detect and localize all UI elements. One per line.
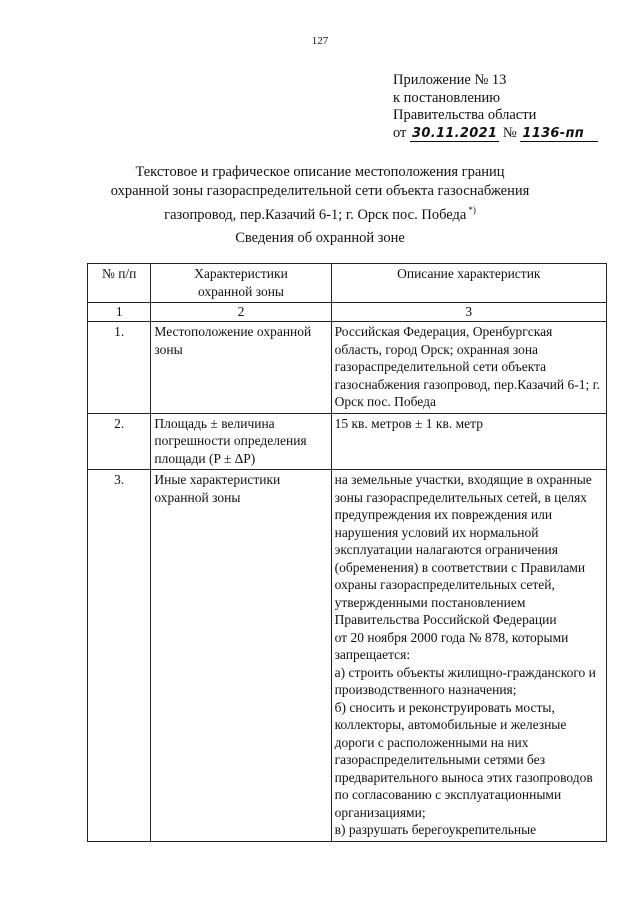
table-row <box>88 413 607 470</box>
row-description <box>331 470 606 842</box>
desc-line: предупреждения их повреждения или <box>334 507 553 522</box>
desc-line: б) сносить и реконструировать мосты, <box>334 699 555 715</box>
desc-line: коллекторы, автомобильные и железные <box>334 717 567 732</box>
table-row <box>88 470 607 842</box>
desc-line: от 20 ноября 2000 года № 878, которыми <box>334 629 569 645</box>
table-index-row <box>88 303 607 322</box>
row-number: 3. <box>88 470 151 842</box>
desc-line: Правительства Российской Федерации <box>334 612 557 627</box>
date-prefix: от <box>393 124 407 141</box>
appendix-block <box>393 72 598 142</box>
row-number: 2. <box>88 413 151 470</box>
desc-line: охраны газораспределительных сетей, <box>334 577 555 592</box>
row-characteristic: Местоположение охранной зоны <box>151 322 331 414</box>
title-line-2: охранной зоны газораспределительной сети объекта газоснабжения <box>110 183 530 199</box>
index-cell: 2 <box>151 303 331 322</box>
row-number: 1. <box>88 322 151 414</box>
appendix-line-3: Правительства области <box>393 107 537 123</box>
appendix-line-1: Приложение № 13 <box>393 72 507 88</box>
footnote-mark: *) <box>468 205 476 215</box>
desc-line: газораспределительными сетями без <box>334 752 546 767</box>
desc-line: утвержденными постановлением <box>334 594 526 610</box>
desc-line: запрещается: <box>334 647 411 662</box>
header-number: № п/п <box>88 264 151 303</box>
index-cell: 1 <box>88 303 151 322</box>
desc-line: организациями; <box>334 804 426 820</box>
row-description: 15 кв. метров ± 1 кв. метр <box>331 413 606 470</box>
desc-line: по согласованию с эксплуатационными <box>334 787 562 802</box>
desc-line: зоны газораспределительных сетей, в целях <box>334 489 588 505</box>
desc-line: предварительного выноса этих газопроводов <box>334 769 593 785</box>
title-line-3 <box>0 201 640 225</box>
table-header-row <box>88 264 607 303</box>
desc-line: (обременения) в соответствии с Правилами <box>334 559 586 575</box>
desc-line: нарушения условий их нормальной <box>334 524 539 540</box>
zone-info-table <box>87 263 607 842</box>
number-prefix: № <box>502 124 517 141</box>
appendix-line-2: к постановлению <box>393 89 501 106</box>
desc-line: а) строить объекты жилищно-гражданского и <box>334 664 596 680</box>
header-characteristic: Характеристики охранной зоны <box>151 264 331 303</box>
document-title <box>0 163 640 225</box>
appendix-date-line <box>393 125 598 143</box>
section-title: Сведения об охранной зоне <box>235 230 405 246</box>
row-description: Российская Федерация, Оренбургская область, город Орск; охранная зона газораспределительной сети объекта газоснабжения газопровод, пер.Казачий 6-1; г. Орск пос. Победа <box>331 322 606 414</box>
row-characteristic: Площадь ± величина погрешности определения площади (P ± ΔP) <box>151 413 331 470</box>
desc-line: производственного назначения; <box>334 682 517 697</box>
table-row <box>88 322 607 414</box>
desc-line: эксплуатации налагаются ограничения <box>334 542 558 557</box>
desc-line: дороги с расположенными на них <box>334 734 529 750</box>
desc-line: в) разрушать берегоукрепительные <box>334 822 537 837</box>
index-cell: 3 <box>331 303 606 322</box>
header-description: Описание характеристик <box>331 264 606 303</box>
page-number: 127 <box>311 35 329 47</box>
title-line-1: Текстовое и графическое описание местоположения границ <box>135 164 505 180</box>
decree-number: 1136-пп <box>520 126 598 142</box>
desc-line: на земельные участки, входящие в охранные <box>334 472 592 487</box>
decree-date: 30.11.2021 <box>412 125 498 141</box>
title-line-3-text: газопровод, пер.Казачий 6-1; г. Орск пос. Победа <box>164 207 467 223</box>
row-characteristic: Иные характеристики охранной зоны <box>151 470 331 842</box>
